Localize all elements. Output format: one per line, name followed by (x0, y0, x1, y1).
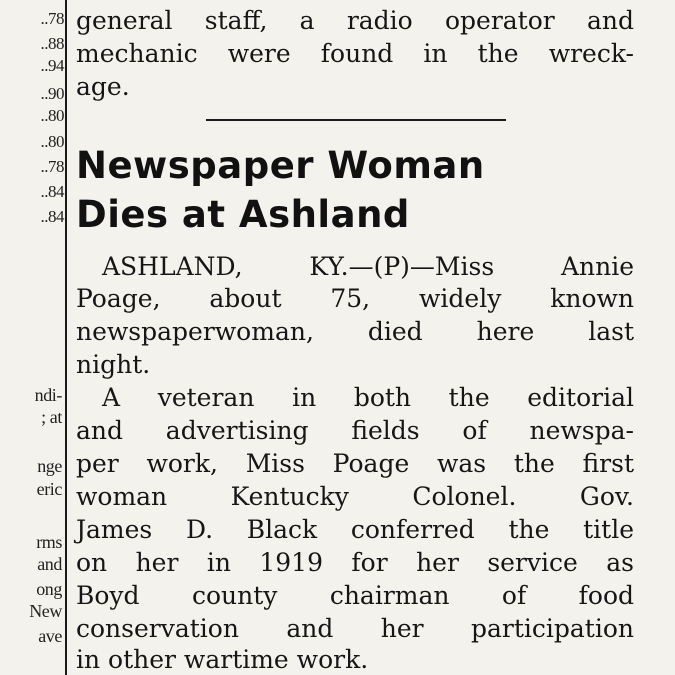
body-line: A veteran in both the editorial (102, 383, 634, 412)
body-line: newspaperwoman, died here last (76, 317, 634, 346)
headline-line: Newspaper Woman (76, 144, 485, 187)
adjacent-column (0, 0, 66, 675)
previous-article-line: age. (76, 72, 130, 101)
left-number: ..80 (40, 132, 64, 151)
left-number: ..88 (40, 34, 64, 53)
body-line: James D. Black conferred the title (76, 515, 634, 544)
left-fragment: rms (36, 532, 62, 552)
left-number: ..94 (40, 56, 64, 75)
left-number: ..78 (40, 157, 64, 176)
left-fragment: ndi- (34, 385, 62, 405)
left-fragment: nge (37, 456, 62, 476)
body-line: on her in 1919 for her service as (76, 548, 634, 577)
body-line: night. (76, 350, 151, 379)
left-fragment: ave (38, 626, 62, 646)
body-line: in other wartime work. (76, 645, 369, 674)
column-rule (65, 0, 67, 675)
left-fragment: ong (36, 579, 62, 599)
left-number: ..78 (40, 9, 64, 28)
left-number: ..84 (40, 207, 64, 226)
body-line: and advertising fields of newspa- (76, 416, 634, 445)
previous-article-line: general staff, a radio operator and (76, 6, 634, 35)
left-fragment: and (37, 554, 62, 574)
left-fragment: New (29, 601, 62, 621)
left-number: ..90 (40, 84, 64, 103)
body-line: conservation and her participation (76, 614, 634, 643)
body-line: per work, Miss Poage was the first (76, 449, 634, 478)
article-divider (206, 119, 506, 121)
body-line: woman Kentucky Colonel. Gov. (76, 482, 634, 511)
previous-article-line: mechanic were found in the wreck- (76, 39, 634, 68)
body-line: Boyd county chairman of food (76, 581, 634, 610)
headline-line: Dies at Ashland (76, 193, 410, 236)
left-fragment: ; at (41, 407, 62, 427)
body-line: Poage, about 75, widely known (76, 284, 634, 313)
left-number: ..84 (40, 182, 64, 201)
left-fragment: eric (36, 479, 62, 499)
dateline: ASHLAND, KY.—(P)—Miss Annie (102, 252, 634, 281)
left-number: ..80 (40, 106, 64, 125)
